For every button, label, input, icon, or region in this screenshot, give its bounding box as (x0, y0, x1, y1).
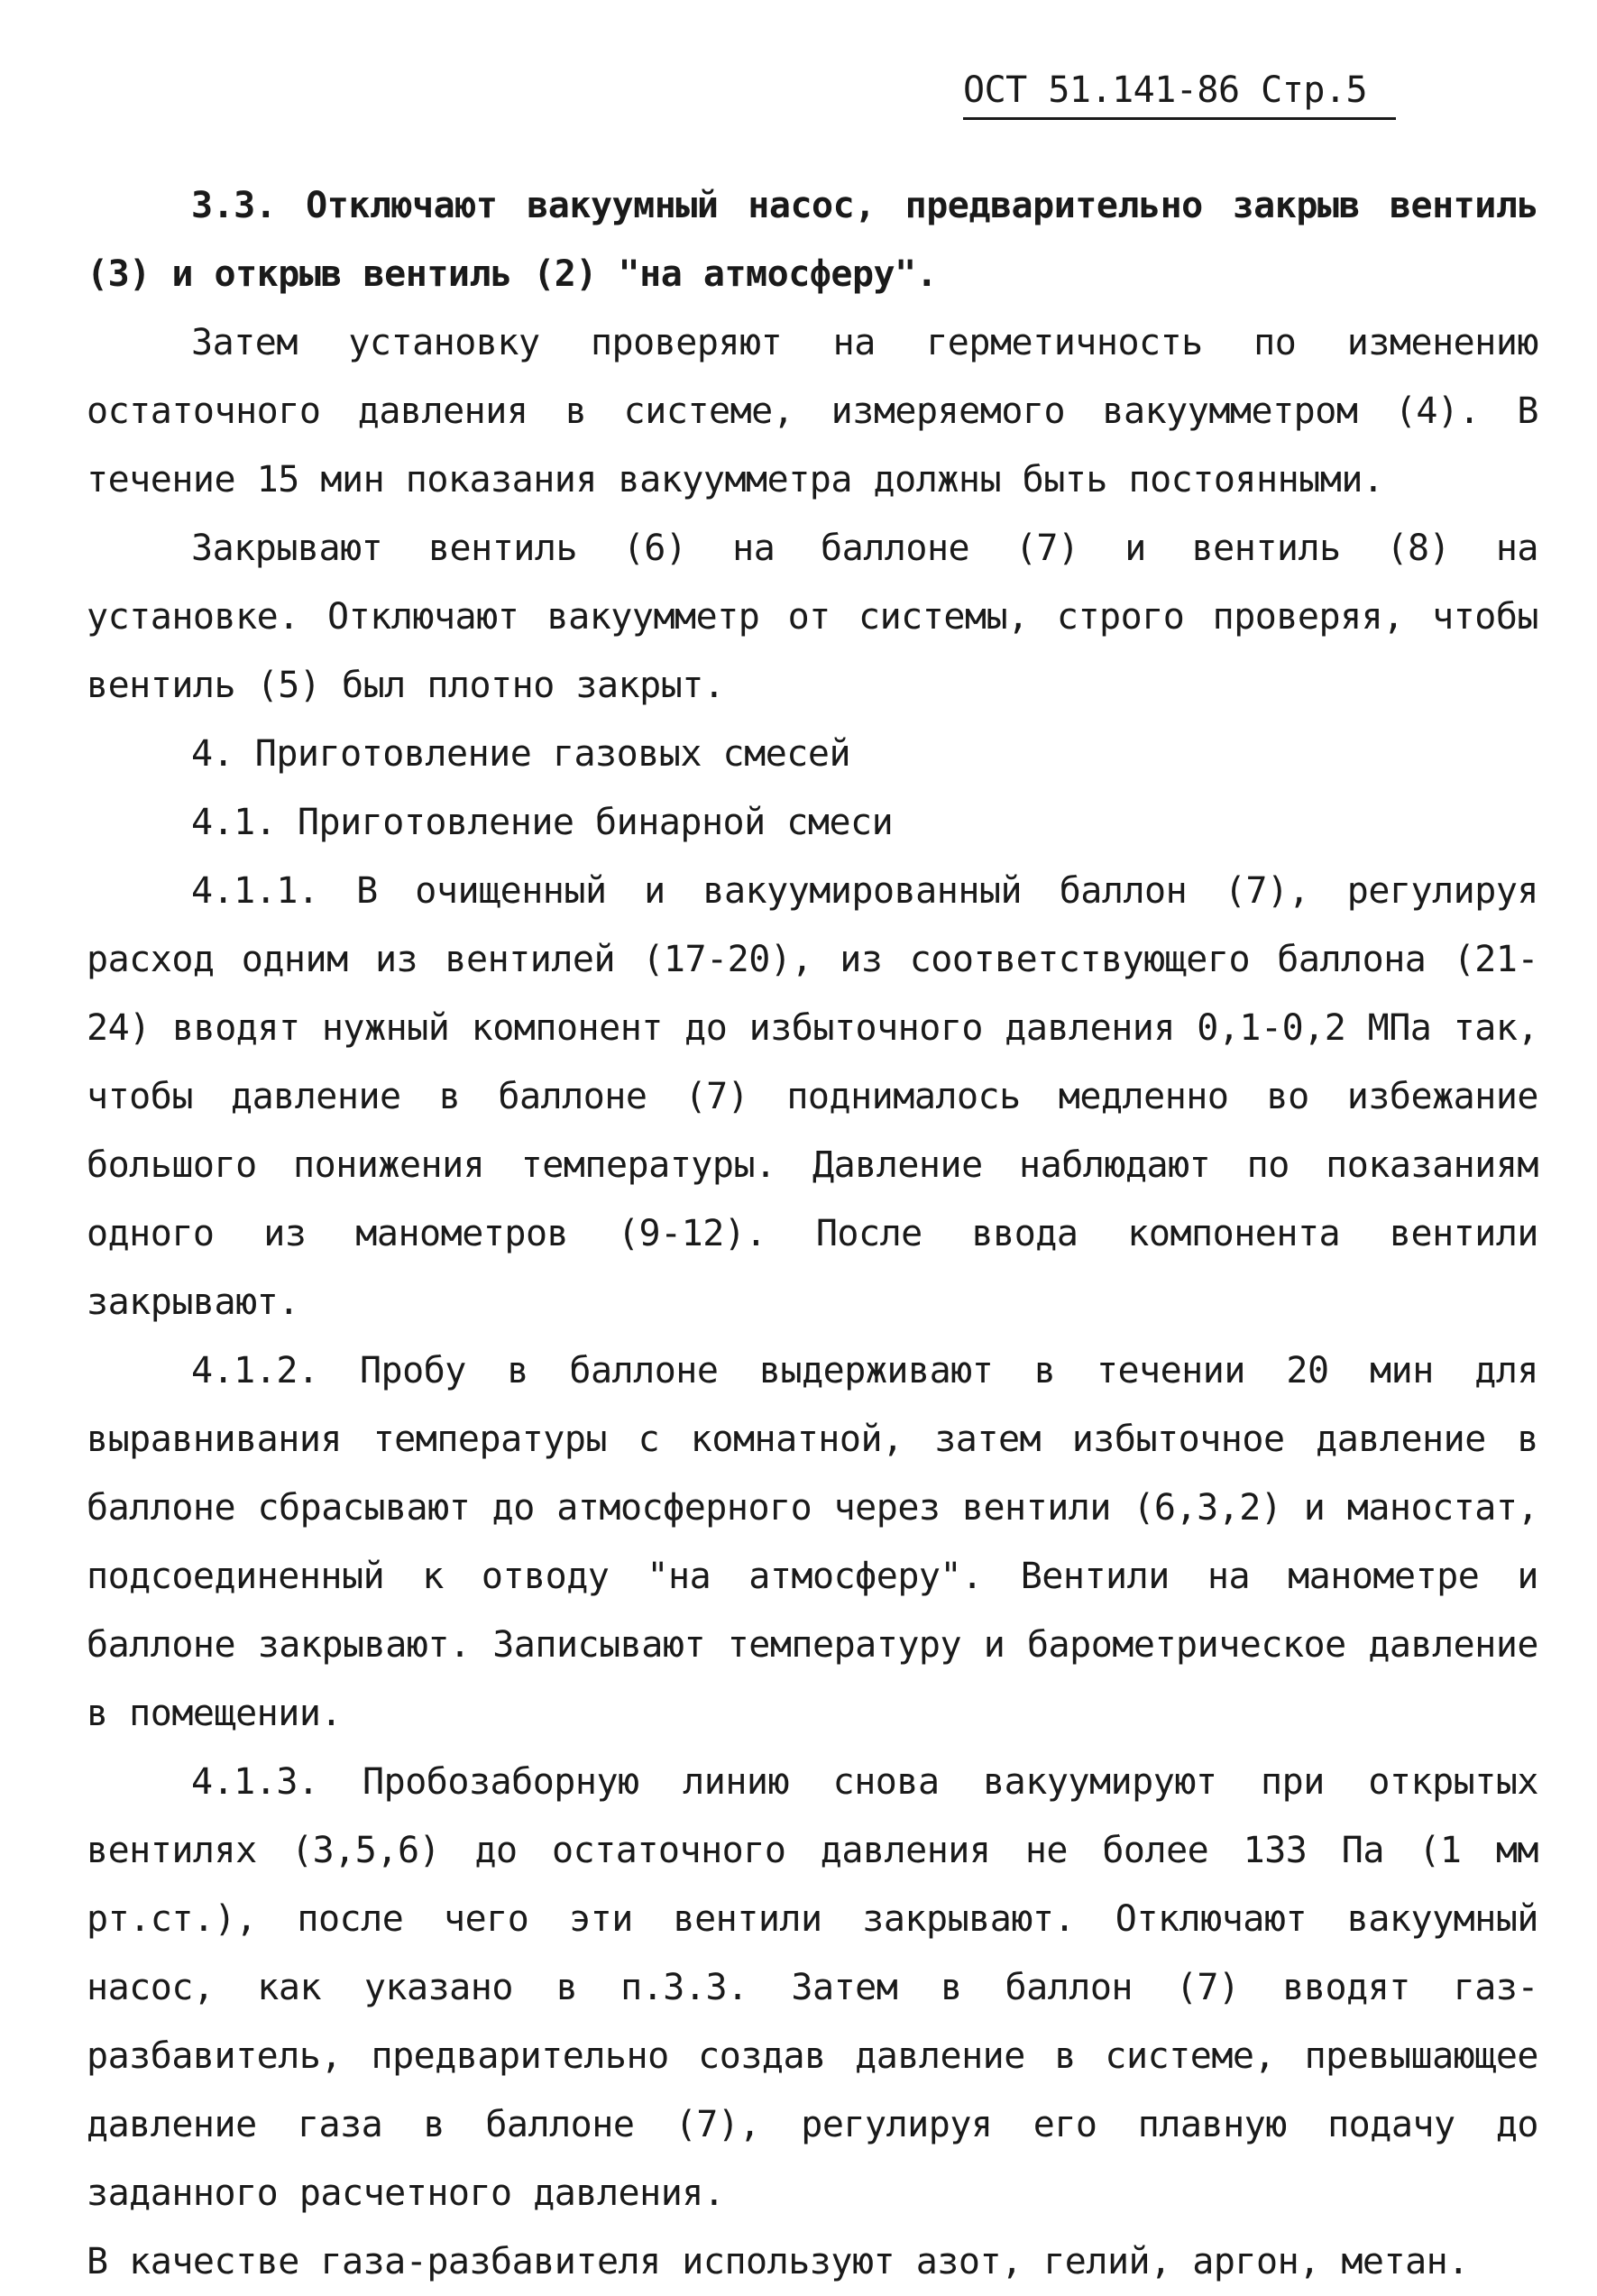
paragraph-4-1-1: 4.1.1. В очищенный и вакуумированный баллон (7), регулируя расход одним из вентилей (17-20), из соответствующего баллона (21-24) вводят нужный компонент до избыточного давления 0,1-0,2 МПа так, чтобы давление в баллоне (7) поднималось медленно во избежание большого понижения температуры. Давление наблюдают по показаниям одного из манометров (9-12). После ввода компонента вентили закрывают. (87, 870, 1538, 1323)
document-body (87, 171, 1538, 2296)
paragraph-diluent-gases: В качестве газа-разбавителя используют азот, гелий, аргон, метан. (87, 2241, 1469, 2282)
paragraph-3-3-close-valves: Закрывают вентиль (6) на баллоне (7) и вентиль (8) на установке. Отключают вакуумметр от системы, строго проверяя, чтобы вентиль (5) был плотно закрыт. (87, 528, 1538, 706)
paragraph-3-3: 3.3. Отключают вакуумный насос, предварительно закрыв вентиль (3) и открыв вентиль (2) "на атмосферу". (87, 185, 1538, 295)
paragraph-4-1-3: 4.1.3. Пробозаборную линию снова вакуумируют при открытых вентилях (3,5,6) до остаточного давления не более 133 Па (1 мм рт.ст.), после чего эти вентили закрывают. Отключают вакуумный насос, как указано в п.3.3. Затем в баллон (7) вводят газ-разбавитель, предварительно создав давление в системе, превышающее давление газа в баллоне (7), регулируя его плавную подачу до заданного расчетного давления. (87, 1761, 1538, 2214)
paragraph-4-1-2: 4.1.2. Пробу в баллоне выдерживают в течении 20 мин для выравнивания температуры с комнатной, затем избыточное давление в баллоне сбрасывают до атмосферного через вентили (6,3,2) и маностат, подсоединенный к отводу "на атмосферу". Вентили на манометре и баллоне закрывают. Записывают температуру и барометрическое давление в помещении. (87, 1350, 1538, 1734)
subsection-heading-4-1: 4.1. Приготовление бинарной смеси (191, 802, 894, 843)
paragraph-3-3-leak-test: Затем установку проверяют на герметичность по изменению остаточного давления в системе, измеряемого вакуумметром (4). В течение 15 мин показания вакуумметра должны быть постоянными. (87, 322, 1538, 501)
section-heading-4: 4. Приготовление газовых смесей (191, 733, 851, 775)
page-header-doc-ref: ОСТ 51.141-86 Стр.5 (963, 63, 1396, 120)
